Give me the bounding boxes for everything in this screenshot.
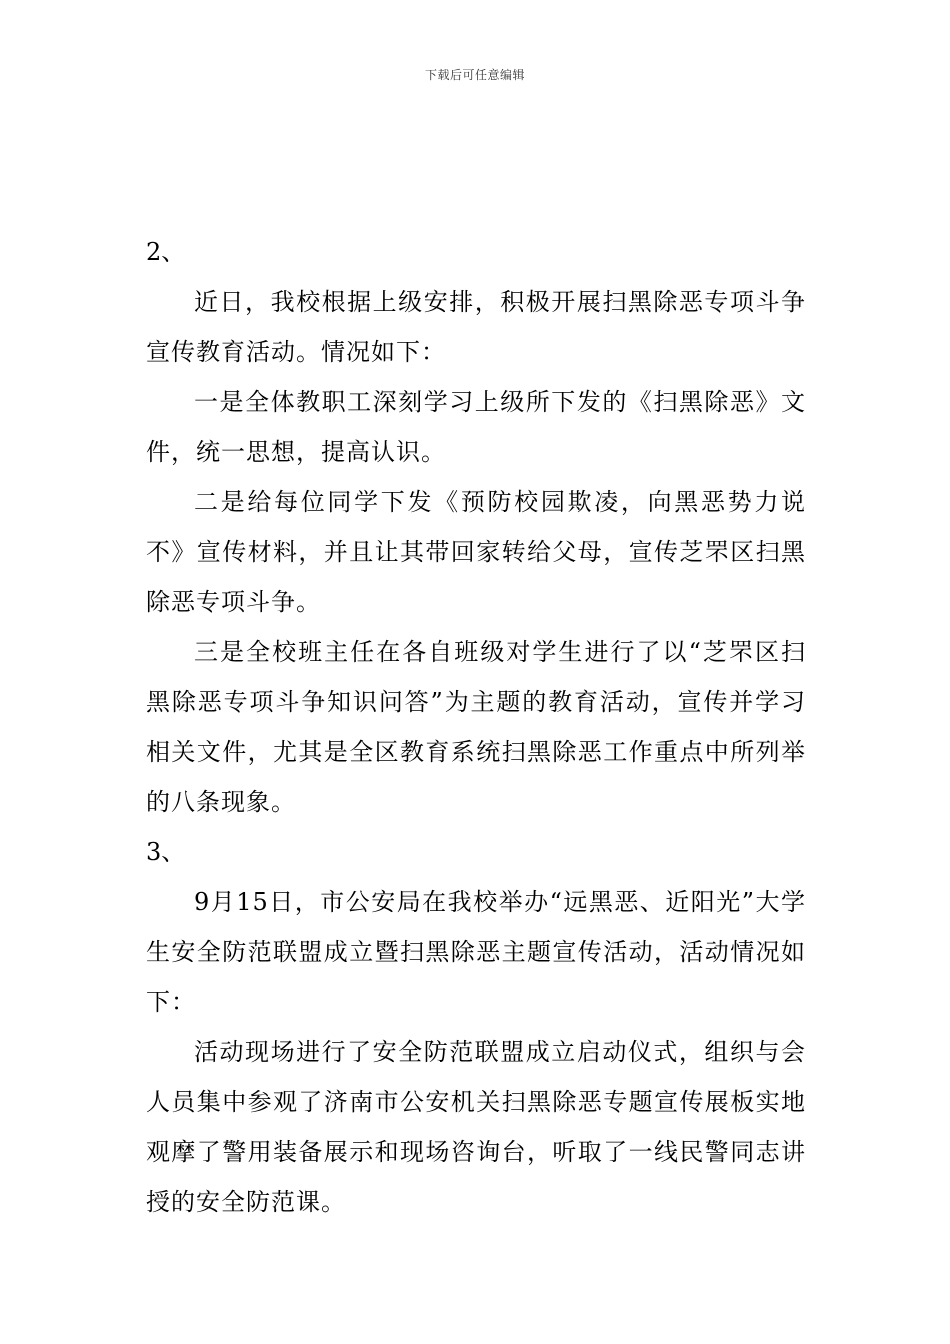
paragraph: 二是给每位同学下发《预防校园欺凌，向黑恶势力说不》宣传材料，并且让其带回家转给父母，宣传芝罘区扫黑除恶专项斗争。 (146, 488, 806, 616)
section-number: 2、 (146, 238, 186, 266)
section-number: 3、 (146, 838, 186, 866)
paragraph: 活动现场进行了安全防范联盟成立启动仪式，组织与会人员集中参观了济南市公安机关扫黑除恶专题宣传展板实地观摩了警用装备展示和现场咨询台，听取了一线民警同志讲授的安全防范课。 (146, 1038, 806, 1216)
section-2 (146, 227, 806, 827)
document-body (146, 227, 806, 1227)
section-3 (146, 827, 806, 1227)
paragraph: 一是全体教职工深刻学习上级所下发的《扫黑除恶》文件，统一思想，提高认识。 (146, 388, 806, 466)
paragraph: 近日，我校根据上级安排，积极开展扫黑除恶专项斗争宣传教育活动。情况如下： (146, 288, 806, 366)
header-note: 下载后可任意编辑 (424, 68, 525, 82)
paragraph: 三是全校班主任在各自班级对学生进行了以“芝罘区扫黑除恶专项斗争知识问答”为主题的教育活动，宣传并学习相关文件，尤其是全区教育系统扫黑除恶工作重点中所列举的八条现象。 (146, 638, 806, 816)
paragraph: 9月15日，市公安局在我校举办“远黑恶、近阳光”大学生安全防范联盟成立暨扫黑除恶主题宣传活动，活动情况如下： (146, 888, 806, 1016)
